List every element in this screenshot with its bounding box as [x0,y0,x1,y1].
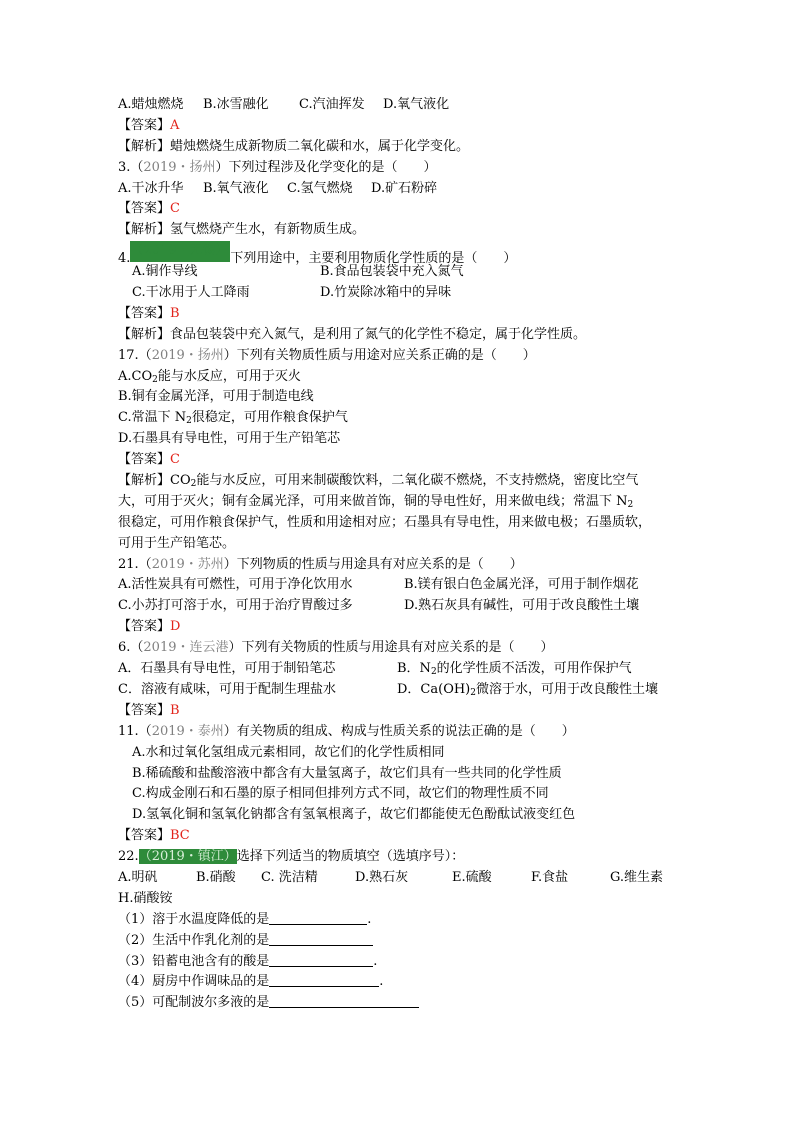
blank-prompt: （1）溶于水温度降低的是 [118,911,270,927]
option-a: A.活性炭具有可燃性，可用于净化饮用水 [118,577,353,593]
option-d: D.竹炭除冰箱中的异味 [320,285,452,301]
question-number: 22. [118,849,139,865]
q-top-options [118,95,698,116]
q21-answer [118,617,698,638]
q11-stem [118,722,698,743]
option-b: B.氧气液化 [203,180,269,196]
option-c: C．溶液有咸味，可用于配制生理盐水 [118,681,336,697]
answer-value: A [170,117,180,133]
analysis-text: 氢气燃烧产生水，有新物质生成。 [170,222,366,238]
q4-answer [118,304,698,325]
q22-stem [118,847,698,868]
q3-options [118,179,698,200]
question-stem: 下列用途中，主要利用物质化学性质的是（ ） [230,251,517,267]
choice-g: G.维生素 [610,869,664,885]
choice-d: D.熟石灰 [355,869,409,885]
blank-prompt: （5）可配制波尔多液的是 [118,995,270,1011]
option-c-post: 很稳定，可用作粮食保护气 [191,410,348,426]
q22-blank-1 [118,910,698,931]
analysis-text: 能与水反应，可用来制碳酸饮料，二氧化碳不燃烧，不支持燃烧，密度比空气 [196,473,639,489]
q17-analysis-line4: 可用于生产铅笔芯。 [118,535,236,551]
answer-label: 【答案】 [118,702,171,718]
answer-value: C [170,452,180,468]
option-c-pre: C.常温下 N [118,410,187,426]
q22-choices [118,868,698,889]
choice-a: A.明矾 [118,869,158,885]
question-source: 2019・扬州 [151,347,224,363]
q22-choice-h: H.硝酸铵 [118,890,173,906]
answer-value: B [170,702,180,718]
question-source-highlight: （2019・无锡） [130,241,230,262]
option-d: D.矿石粉碎 [371,180,438,196]
period: . [379,974,384,990]
question-source: 2019・连云港 [143,640,229,656]
q-top-analysis [118,137,698,158]
option-a: A.蜡烛燃烧 [118,97,184,112]
answer-value: C [170,201,180,217]
subscript: 2 [152,374,158,385]
answer-label: 【答案】 [118,305,171,321]
blank-prompt: （3）铅蓄电池含有的酸是 [118,953,270,969]
option-d-post: 微溶于水，可用于改良酸性土壤 [476,681,659,697]
blank-prompt: （4）厨房中作调味品的是 [118,974,270,990]
option-a: A．石墨具有导电性，可用于制铅笔芯 [118,661,336,677]
option-c: C.小苏打可溶于水，可用于治疗胃酸过多 [118,598,353,614]
q22-blank-2 [118,931,698,952]
question-source: 2019・扬州 [143,159,216,175]
option-b: B.食品包装袋中充入氮气 [320,264,464,280]
choice-b: B.硝酸 [196,869,236,885]
option-b-post: 的化学性质不活泼，可用作保护气 [436,661,632,677]
question-number: 11.（ [118,723,152,739]
q22-blank-3 [118,952,698,973]
q11-option-a: A.水和过氧化氢组成元素相同，故它们的化学性质相同 [132,744,445,760]
q21-options-row2 [118,596,698,617]
option-a: A.干冰升华 [118,180,184,196]
q17-stem [118,346,698,367]
q6-options-row2 [118,680,698,701]
subscript: 2 [470,687,476,698]
q3-answer [118,199,698,220]
q17-analysis-line3: 很稳定，可用作粮食保护气，性质和用途相对应；石墨具有导电性，用来做电极；石墨质软， [118,514,652,530]
answer-blank[interactable] [269,910,367,925]
analysis-text: 食品包装袋中充入氮气，是利用了氮气的化学性不稳定，属于化学性质。 [170,326,587,342]
source-close: ） [215,159,229,175]
option-a: A.铜作导线 [132,264,198,280]
option-c: C.汽油挥发 [299,97,365,112]
analysis-label: 【解析】 [118,326,171,342]
answer-value: D [170,619,181,635]
choice-e: E.硫酸 [452,869,492,885]
question-number: 4. [118,251,131,267]
subscript: 2 [190,479,197,490]
analysis-label: 【解析】 [118,473,171,489]
q17-analysis-line2 [118,492,698,513]
q17-analysis-line1 [118,471,698,492]
question-number: 21.（ [118,556,152,572]
answer-blank[interactable] [269,993,419,1008]
question-number: 17.（ [118,347,152,363]
analysis-text: CO [170,473,191,489]
period: . [367,911,372,927]
q17-option-d: D.石墨具有导电性，可用于生产铅笔芯 [118,431,341,447]
q22-blank-4 [118,972,698,993]
q4-analysis [118,325,698,346]
answer-blank[interactable] [269,952,373,967]
q17-option-a [118,367,698,388]
subscript: 2 [627,499,634,510]
q21-options-row1 [118,575,698,596]
question-source-highlight: （2019・镇江） [138,849,237,865]
q6-options-row1 [118,659,698,680]
option-b: B.镁有银白色金属光泽，可用于制作烟花 [404,577,639,593]
answer-label: 【答案】 [118,201,171,217]
q-top-answer [118,116,698,137]
question-number: 6.（ [118,640,144,656]
option-d: D.氧气液化 [383,97,450,112]
question-stem: 下列有关物质的性质与用途具有对应关系的是（ ） [241,640,554,656]
period: . [373,953,378,969]
question-source: 2019・苏州 [151,556,224,572]
source-close: ） [228,640,242,656]
answer-label: 【答案】 [118,828,171,844]
question-stem: 选择下列适当的物质填空（选填序号）： [236,849,465,865]
answer-value: BC [170,828,190,844]
q3-stem [118,158,698,179]
option-d: D.熟石灰具有碱性，可用于改良酸性土壤 [404,598,640,614]
option-c: C.干冰用于人工降雨 [132,285,250,301]
choice-f: F.食盐 [531,869,569,885]
q3-analysis [118,220,698,241]
q22-blank-5 [118,993,698,1014]
q17-option-c [118,408,698,429]
option-d-pre: D．Ca(OH) [397,681,471,697]
source-close: ） [223,556,237,572]
analysis-label: 【解析】 [118,222,171,238]
answer-label: 【答案】 [118,619,171,635]
q11-option-b: B.稀硫酸和盐酸溶液中都含有大量氢离子，故它们具有一些共同的化学性质 [132,765,562,781]
option-b-pre: B．N [397,661,431,677]
question-sheet [118,95,698,1014]
answer-blank[interactable] [269,972,379,987]
q4-options-row2 [118,283,698,304]
question-stem: 有关物质的组成、构成与性质关系的说法正确的是（ ） [236,723,575,739]
answer-label: 【答案】 [118,452,171,468]
analysis-text: 大，可用于灭火；铜有金属光泽，可用来做首饰，铜的导电性好，用来做电线；常温下 N [118,493,628,509]
question-number: 3.（ [118,159,144,175]
choice-c: C. 洗洁精 [261,869,318,885]
subscript: 2 [430,667,437,678]
subscript: 2 [186,416,192,427]
question-stem: 下列有关物质性质与用途对应关系正确的是（ ） [236,347,536,363]
q6-stem [118,638,698,659]
option-c: C.氢气燃烧 [287,180,353,196]
source-close: ） [223,347,237,363]
answer-label: 【答案】 [118,117,171,133]
q11-answer [118,826,698,847]
q17-answer [118,450,698,471]
q21-stem [118,555,698,576]
q4-stem [118,241,698,267]
question-stem: 下列物质的性质与用途具有对应关系的是（ ） [236,556,523,572]
q17-option-b: B.铜有金属光泽，可用于制造电线 [118,389,314,405]
source-close: ） [223,723,237,739]
q6-answer [118,701,698,722]
answer-value: B [170,305,180,321]
option-a-pre: A.CO [118,368,153,384]
analysis-label: 【解析】 [118,138,171,154]
q11-option-d: D.氢氧化铜和氢氧化钠都含有氢氧根离子，故它们都能使无色酚酞试液变红色 [132,807,576,823]
answer-blank[interactable] [269,931,373,946]
question-source: 2019・泰州 [151,723,224,739]
q4-options-row1 [118,262,698,283]
question-stem: 下列过程涉及化学变化的是（ ） [228,159,437,175]
q11-option-c: C.构成金刚石和石墨的原子相同但排列方式不同，故它们的物理性质不同 [132,786,549,802]
blank-prompt: （2）生活中作乳化剂的是 [118,932,270,948]
option-b: B.冰雪融化 [203,97,269,112]
option-a-post: 能与水反应，可用于灭火 [157,368,301,384]
analysis-text: 蜡烛燃烧生成新物质二氧化碳和水，属于化学变化。 [170,138,470,154]
